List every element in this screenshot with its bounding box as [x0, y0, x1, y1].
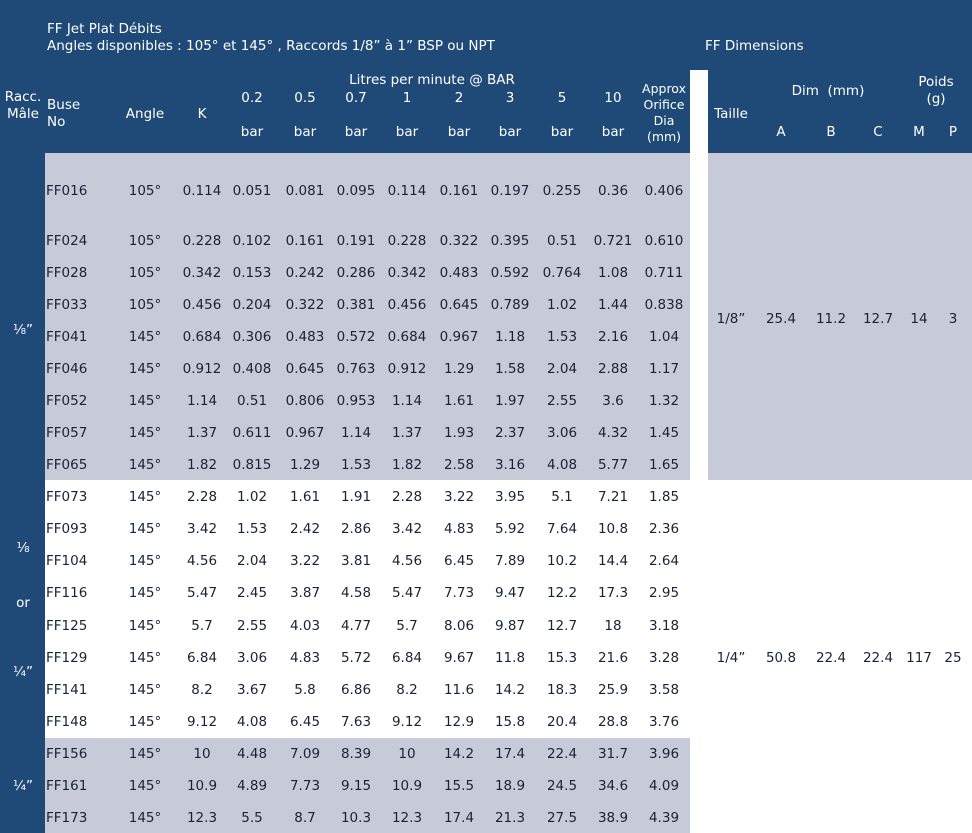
flow-cell: 3.81 — [340, 553, 372, 569]
bar-unit-header: bar — [498, 124, 522, 140]
racc-header: Racc. Mâle — [4, 89, 42, 122]
flow-cell: 9.47 — [494, 585, 526, 601]
flow-cell: 0.322 — [439, 233, 479, 249]
flow-cell: 12.3 — [391, 810, 423, 826]
flow-cell: 1.53 — [546, 329, 578, 345]
flow-cell: 3.16 — [494, 457, 526, 473]
k-factor-cell: 10 — [193, 746, 211, 762]
flow-cell: 17.4 — [443, 810, 475, 826]
flow-cell: 5.5 — [241, 810, 263, 826]
flow-cell: 4.83 — [289, 650, 321, 666]
flow-cell: 0.967 — [285, 425, 325, 441]
flow-cell: 6.86 — [340, 682, 372, 698]
flow-cell: 3.22 — [289, 553, 321, 569]
nozzle-code: FF057 — [46, 425, 88, 441]
dimension-b-cell: 22.4 — [815, 650, 847, 666]
flow-cell: 3.87 — [289, 585, 321, 601]
flow-cell: 21.6 — [597, 650, 629, 666]
bar-unit-header: bar — [601, 124, 625, 140]
flow-cell: 5.92 — [494, 521, 526, 537]
flow-cell: 3.67 — [236, 682, 268, 698]
angle-cell: 145° — [128, 457, 162, 473]
k-factor-cell: 0.456 — [182, 297, 222, 313]
nozzle-code: FF028 — [46, 265, 88, 281]
nozzle-code: FF125 — [46, 618, 88, 634]
angle-cell: 145° — [128, 521, 162, 537]
flow-cell: 1.02 — [546, 297, 578, 313]
flow-cell: 1.53 — [340, 457, 372, 473]
orifice-cell: 2.95 — [648, 585, 680, 601]
flow-cell: 0.161 — [439, 183, 479, 199]
angle-header: Angle — [125, 106, 165, 122]
flow-cell: 12.2 — [546, 585, 578, 601]
k-factor-cell: 0.342 — [182, 265, 222, 281]
flow-cell: 8.06 — [443, 618, 475, 634]
nozzle-code: FF116 — [46, 585, 88, 601]
k-factor-cell: 6.84 — [186, 650, 218, 666]
flow-cell: 0.228 — [387, 233, 427, 249]
k-header: K — [197, 106, 207, 122]
angle-cell: 145° — [128, 810, 162, 826]
buse-header: Buse No — [47, 97, 81, 130]
flow-cell: 0.191 — [336, 233, 376, 249]
flow-cell: 6.45 — [443, 553, 475, 569]
angle-cell: 145° — [128, 329, 162, 345]
flow-cell: 4.56 — [391, 553, 423, 569]
flow-cell: 0.081 — [285, 183, 325, 199]
k-factor-cell: 9.12 — [186, 714, 218, 730]
angle-cell: 145° — [128, 746, 162, 762]
flow-cell: 10 — [398, 746, 416, 762]
flow-cell: 0.102 — [232, 233, 272, 249]
flow-cell: 0.721 — [593, 233, 633, 249]
flow-cell: 5.8 — [294, 682, 316, 698]
nozzle-code: FF065 — [46, 457, 88, 473]
flow-cell: 1.18 — [494, 329, 526, 345]
dimension-p-cell: 3 — [948, 311, 958, 327]
flow-cell: 0.161 — [285, 233, 325, 249]
flow-cell: 11.6 — [443, 682, 475, 698]
connection-eighth: ⅛” — [12, 322, 34, 338]
taille-header: Taille — [714, 106, 748, 122]
flow-cell: 25.9 — [597, 682, 629, 698]
flow-cell: 5.1 — [551, 489, 573, 505]
bar-unit-header: bar — [240, 124, 264, 140]
flow-cell: 0.764 — [542, 265, 582, 281]
dim-a-header: A — [776, 124, 786, 140]
dimension-taille-cell: 1/4” — [716, 650, 746, 666]
flow-cell: 14.2 — [443, 746, 475, 762]
nozzle-code: FF161 — [46, 778, 88, 794]
orifice-cell: 1.32 — [648, 393, 680, 409]
pressure-header: 10 — [604, 90, 622, 106]
angle-cell: 145° — [128, 361, 162, 377]
k-factor-cell: 8.2 — [191, 682, 213, 698]
flow-cell: 0.395 — [490, 233, 530, 249]
k-factor-cell: 12.3 — [186, 810, 218, 826]
flow-cell: 1.14 — [340, 425, 372, 441]
pressure-header: 0.7 — [345, 90, 367, 106]
flow-cell: 15.8 — [494, 714, 526, 730]
bar-unit-header: bar — [344, 124, 368, 140]
flow-cell: 7.09 — [289, 746, 321, 762]
orifice-cell: 0.711 — [644, 265, 684, 281]
pressure-header: 1 — [402, 90, 412, 106]
flow-cell: 0.051 — [232, 183, 272, 199]
k-factor-cell: 1.37 — [186, 425, 218, 441]
flow-cell: 7.21 — [597, 489, 629, 505]
dimension-a-cell: 50.8 — [765, 650, 797, 666]
flow-cell: 10.8 — [597, 521, 629, 537]
flow-cell: 20.4 — [546, 714, 578, 730]
flow-cell: 14.2 — [494, 682, 526, 698]
orifice-cell: 0.406 — [644, 183, 684, 199]
flow-cell: 2.45 — [236, 585, 268, 601]
flow-cell: 2.16 — [597, 329, 629, 345]
flow-cell: 7.64 — [546, 521, 578, 537]
flow-cell: 0.572 — [336, 329, 376, 345]
flow-cell: 5.47 — [391, 585, 423, 601]
angle-cell: 105° — [128, 265, 162, 281]
flow-cell: 0.51 — [546, 233, 578, 249]
bar-unit-header: bar — [550, 124, 574, 140]
flow-cell: 0.789 — [490, 297, 530, 313]
flow-cell: 7.73 — [443, 585, 475, 601]
flow-cell: 5.7 — [396, 618, 418, 634]
flow-cell: 1.37 — [391, 425, 423, 441]
angle-cell: 105° — [128, 297, 162, 313]
flow-cell: 9.67 — [443, 650, 475, 666]
flow-cell: 12.7 — [546, 618, 578, 634]
connection-quarter-alt: ¼” — [12, 664, 34, 680]
pressure-header: 3 — [505, 90, 515, 106]
flow-cell: 2.28 — [391, 489, 423, 505]
flow-cell: 1.61 — [443, 393, 475, 409]
flow-cell: 1.14 — [391, 393, 423, 409]
k-factor-cell: 5.7 — [191, 618, 213, 634]
angle-cell: 145° — [128, 682, 162, 698]
flow-cell: 12.9 — [443, 714, 475, 730]
flow-cell: 0.322 — [285, 297, 325, 313]
flow-cell: 11.8 — [494, 650, 526, 666]
flow-cell: 1.93 — [443, 425, 475, 441]
angle-cell: 145° — [128, 553, 162, 569]
connection-eighth-alt: ⅛ — [16, 540, 30, 556]
table-title: FF Jet Plat Débits — [47, 21, 162, 37]
flow-cell: 1.44 — [597, 297, 629, 313]
flow-cell: 2.04 — [236, 553, 268, 569]
flow-cell: 1.02 — [236, 489, 268, 505]
nozzle-code: FF073 — [46, 489, 88, 505]
angle-cell: 145° — [128, 778, 162, 794]
flow-cell: 4.08 — [546, 457, 578, 473]
flow-cell: 2.37 — [494, 425, 526, 441]
poids-m-header: M — [913, 124, 925, 140]
flow-cell: 3.42 — [391, 521, 423, 537]
flow-cell: 8.39 — [340, 746, 372, 762]
k-factor-cell: 0.114 — [182, 183, 222, 199]
flow-cell: 6.45 — [289, 714, 321, 730]
flow-cell: 10.3 — [340, 810, 372, 826]
orifice-cell: 4.39 — [648, 810, 680, 826]
dimension-taille-cell: 1/8” — [716, 311, 746, 327]
flow-cell: 1.91 — [340, 489, 372, 505]
flow-cell: 0.483 — [439, 265, 479, 281]
orifice-cell: 3.76 — [648, 714, 680, 730]
angle-cell: 145° — [128, 393, 162, 409]
flow-cell: 27.5 — [546, 810, 578, 826]
flow-cell: 7.89 — [494, 553, 526, 569]
flow-cell: 10.2 — [546, 553, 578, 569]
flow-cell: 0.645 — [285, 361, 325, 377]
flow-cell: 2.58 — [443, 457, 475, 473]
flow-cell: 0.483 — [285, 329, 325, 345]
header-white-gap — [690, 70, 708, 153]
pressure-header: 0.2 — [241, 90, 263, 106]
dimension-p-cell: 25 — [944, 650, 962, 666]
flow-cell: 0.611 — [232, 425, 272, 441]
flow-cell: 0.204 — [232, 297, 272, 313]
nozzle-code: FF041 — [46, 329, 88, 345]
flow-cell: 17.4 — [494, 746, 526, 762]
flow-cell: 2.55 — [546, 393, 578, 409]
bar-unit-header: bar — [447, 124, 471, 140]
flow-cell: 21.3 — [494, 810, 526, 826]
k-factor-cell: 1.82 — [186, 457, 218, 473]
orifice-cell: 3.58 — [648, 682, 680, 698]
nozzle-code: FF129 — [46, 650, 88, 666]
dimension-c-cell: 22.4 — [862, 650, 894, 666]
lpm-header: Litres per minute @ BAR — [349, 72, 515, 88]
dimension-b-cell: 11.2 — [815, 311, 847, 327]
flow-cell: 7.63 — [340, 714, 372, 730]
nozzle-code: FF046 — [46, 361, 88, 377]
dim-c-header: C — [873, 124, 883, 140]
bar-unit-header: bar — [293, 124, 317, 140]
angle-cell: 145° — [128, 425, 162, 441]
k-factor-cell: 5.47 — [186, 585, 218, 601]
dimensions-title: FF Dimensions — [705, 38, 804, 54]
flow-cell: 0.763 — [336, 361, 376, 377]
dimension-a-cell: 25.4 — [765, 311, 797, 327]
pressure-header: 2 — [454, 90, 464, 106]
flow-cell: 0.645 — [439, 297, 479, 313]
flow-cell: 0.953 — [336, 393, 376, 409]
flow-cell: 22.4 — [546, 746, 578, 762]
flow-cell: 1.97 — [494, 393, 526, 409]
flow-cell: 9.87 — [494, 618, 526, 634]
table-subtitle: Angles disponibles : 105° et 145° , Raccords 1/8” à 1” BSP ou NPT — [47, 38, 495, 54]
orifice-cell: 1.17 — [648, 361, 680, 377]
flow-cell: 1.53 — [236, 521, 268, 537]
flow-cell: 2.55 — [236, 618, 268, 634]
flow-cell: 18.9 — [494, 778, 526, 794]
orifice-cell: 1.04 — [648, 329, 680, 345]
nozzle-code: FF148 — [46, 714, 88, 730]
flow-cell: 0.51 — [236, 393, 268, 409]
flow-cell: 28.8 — [597, 714, 629, 730]
flow-cell: 14.4 — [597, 553, 629, 569]
k-factor-cell: 3.42 — [186, 521, 218, 537]
nozzle-code: FF173 — [46, 810, 88, 826]
flow-cell: 0.153 — [232, 265, 272, 281]
dimension-m-cell: 117 — [906, 650, 932, 666]
nozzle-code: FF156 — [46, 746, 88, 762]
flow-cell: 0.242 — [285, 265, 325, 281]
nozzle-code: FF016 — [46, 183, 88, 199]
k-factor-cell: 1.14 — [186, 393, 218, 409]
orifice-cell: 1.85 — [648, 489, 680, 505]
flow-cell: 2.86 — [340, 521, 372, 537]
flow-cell: 8.7 — [294, 810, 316, 826]
angle-cell: 145° — [128, 714, 162, 730]
flow-cell: 0.684 — [387, 329, 427, 345]
flow-cell: 15.5 — [443, 778, 475, 794]
flow-gap — [690, 153, 708, 480]
flow-cell: 1.29 — [443, 361, 475, 377]
nozzle-code: FF024 — [46, 233, 88, 249]
angle-cell: 145° — [128, 585, 162, 601]
flow-cell: 3.06 — [546, 425, 578, 441]
nozzle-code: FF093 — [46, 521, 88, 537]
flow-cell: 0.381 — [336, 297, 376, 313]
angle-cell: 145° — [128, 618, 162, 634]
flow-cell: 1.82 — [391, 457, 423, 473]
flow-cell: 0.815 — [232, 457, 272, 473]
flow-cell: 4.83 — [443, 521, 475, 537]
flow-cell: 3.95 — [494, 489, 526, 505]
flow-cell: 18.3 — [546, 682, 578, 698]
nozzle-code: FF033 — [46, 297, 88, 313]
dimension-m-cell: 14 — [910, 311, 928, 327]
k-factor-cell: 0.684 — [182, 329, 222, 345]
flow-cell: 3.06 — [236, 650, 268, 666]
flow-cell: 9.15 — [340, 778, 372, 794]
dim-mm-header: Dim (mm) — [791, 83, 865, 99]
flow-cell: 6.84 — [391, 650, 423, 666]
k-factor-cell: 10.9 — [186, 778, 218, 794]
flow-cell: 31.7 — [597, 746, 629, 762]
orifice-cell: 2.64 — [648, 553, 680, 569]
flow-cell: 4.08 — [236, 714, 268, 730]
flow-cell: 0.912 — [387, 361, 427, 377]
orifice-cell: 4.09 — [648, 778, 680, 794]
flow-cell: 0.967 — [439, 329, 479, 345]
flow-cell: 0.255 — [542, 183, 582, 199]
flow-cell: 5.77 — [597, 457, 629, 473]
flow-cell: 24.5 — [546, 778, 578, 794]
flow-cell: 10.9 — [391, 778, 423, 794]
flow-cell: 0.806 — [285, 393, 325, 409]
nozzle-code: FF141 — [46, 682, 88, 698]
flow-cell: 4.77 — [340, 618, 372, 634]
flow-cell: 0.286 — [336, 265, 376, 281]
k-factor-cell: 0.228 — [182, 233, 222, 249]
k-factor-cell: 0.912 — [182, 361, 222, 377]
angle-cell: 105° — [128, 183, 162, 199]
flow-cell: 0.36 — [597, 183, 629, 199]
flow-cell: 17.3 — [597, 585, 629, 601]
flow-cell: 1.58 — [494, 361, 526, 377]
orifice-cell: 0.838 — [644, 297, 684, 313]
orifice-cell: 3.18 — [648, 618, 680, 634]
bar-unit-header: bar — [395, 124, 419, 140]
connection-or: or — [16, 595, 30, 611]
flow-cell: 9.12 — [391, 714, 423, 730]
flow-cell: 0.456 — [387, 297, 427, 313]
k-factor-cell: 4.56 — [186, 553, 218, 569]
left-header-band — [0, 0, 45, 833]
angle-cell: 105° — [128, 233, 162, 249]
flow-cell: 18 — [604, 618, 622, 634]
flow-cell: 0.095 — [336, 183, 376, 199]
connection-quarter: ¼” — [12, 778, 34, 794]
flow-cell: 4.89 — [236, 778, 268, 794]
orifice-cell: 1.45 — [648, 425, 680, 441]
orifice-cell: 2.36 — [648, 521, 680, 537]
flow-cell: 38.9 — [597, 810, 629, 826]
flow-cell: 2.88 — [597, 361, 629, 377]
flow-cell: 0.592 — [490, 265, 530, 281]
flow-cell: 0.114 — [387, 183, 427, 199]
flow-cell: 4.58 — [340, 585, 372, 601]
poids-header: Poids (g) — [918, 74, 954, 107]
flow-cell: 3.22 — [443, 489, 475, 505]
flow-cell: 7.73 — [289, 778, 321, 794]
flow-cell: 1.29 — [289, 457, 321, 473]
flow-cell: 0.197 — [490, 183, 530, 199]
flow-cell: 4.32 — [597, 425, 629, 441]
flow-cell: 3.6 — [602, 393, 624, 409]
orifice-cell: 3.96 — [648, 746, 680, 762]
flow-cell: 2.04 — [546, 361, 578, 377]
nozzle-code: FF052 — [46, 393, 88, 409]
angle-cell: 145° — [128, 489, 162, 505]
flow-cell: 1.08 — [597, 265, 629, 281]
flow-cell: 8.2 — [396, 682, 418, 698]
nozzle-code: FF104 — [46, 553, 88, 569]
flow-cell: 34.6 — [597, 778, 629, 794]
orifice-cell: 1.65 — [648, 457, 680, 473]
flow-cell: 15.3 — [546, 650, 578, 666]
flow-cell: 0.408 — [232, 361, 272, 377]
orifice-header: Approx Orifice Dia (mm) — [642, 81, 686, 144]
flow-cell: 0.342 — [387, 265, 427, 281]
dim-b-header: B — [826, 124, 836, 140]
orifice-cell: 0.610 — [644, 233, 684, 249]
flow-cell: 5.72 — [340, 650, 372, 666]
pressure-header: 5 — [557, 90, 567, 106]
flow-cell: 2.42 — [289, 521, 321, 537]
flow-cell: 0.306 — [232, 329, 272, 345]
dimension-c-cell: 12.7 — [862, 311, 894, 327]
flow-cell: 4.48 — [236, 746, 268, 762]
angle-cell: 145° — [128, 650, 162, 666]
flow-cell: 4.03 — [289, 618, 321, 634]
poids-p-header: P — [948, 124, 958, 140]
orifice-cell: 3.28 — [648, 650, 680, 666]
flow-cell: 1.61 — [289, 489, 321, 505]
k-factor-cell: 2.28 — [186, 489, 218, 505]
pressure-header: 0.5 — [294, 90, 316, 106]
